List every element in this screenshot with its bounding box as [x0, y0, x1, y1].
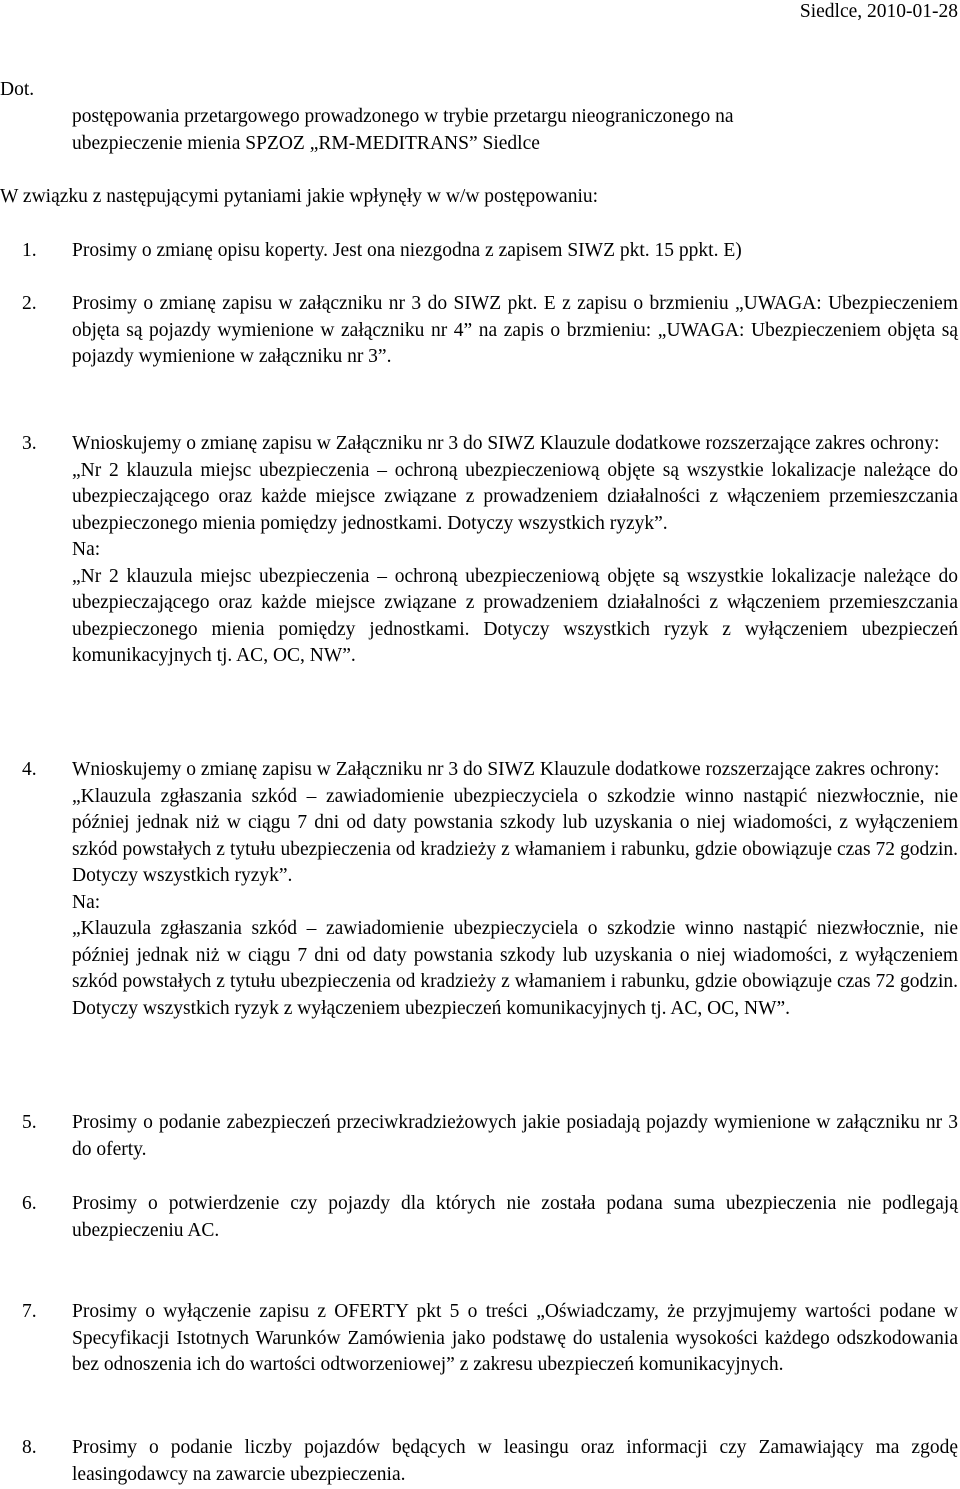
item-number: 5. — [22, 1112, 37, 1133]
item-paragraph: Wnioskujemy o zmianę zapisu w Załączniku nr 3 do SIWZ Klauzule dodatkowe rozszerzające zakres ochrony: — [72, 433, 940, 454]
item-paragraph: „Nr 2 klauzula miejsc ubezpieczenia – ochroną ubezpieczeniową objęte są wszystkie lokalizacje należące do ubezpieczającego oraz każde miejsce związane z prowadzeniem działalności z włączeniem przemieszczania ubezpieczonego mienia pomiędzy jednostkami. Dotyczy wszystkich ryzyk z wyłączeniem ubezpieczeń komunikacyjnych tj. AC, OC, NW”. — [72, 565, 958, 666]
item-paragraph: „Klauzula zgłaszania szkód – zawiadomienie ubezpieczyciela o szkodzie winno nastąpić niezwłocznie, nie później jednak niż w ciągu 7 dni od daty powstania szkody lub uzyskania o niej wiadomości, z wyłączeniem szkód powstałych z tytułu ubezpieczenia od kradzieży z włamaniem i rabunku, gdzie obowiązuje czas 72 godzin. Dotyczy wszystkich ryzyk z wyłączeniem ubezpieczeń komunikacyjnych tj. AC, OC, NW”. — [72, 918, 958, 1019]
question-item-8 — [0, 1435, 958, 1488]
item-paragraph: Prosimy o podanie zabezpieczeń przeciwkradzieżowych jakie posiadają pojazdy wymienione w załączniku nr 3 do oferty. — [72, 1112, 958, 1160]
item-paragraph: Prosimy o zmianę opisu koperty. Jest ona niezgodna z zapisem SIWZ pkt. 15 ppkt. E) — [72, 240, 742, 261]
question-item-1 — [0, 238, 958, 265]
item-paragraph: Wnioskujemy o zmianę zapisu w Załączniku nr 3 do SIWZ Klauzule dodatkowe rozszerzające zakres ochrony: — [72, 759, 940, 780]
question-item-3 — [0, 431, 958, 670]
item-number: 2. — [22, 293, 37, 314]
item-number: 8. — [22, 1437, 37, 1458]
question-item-2 — [0, 291, 958, 371]
item-paragraph: Prosimy o zmianę zapisu w załączniku nr 3 do SIWZ pkt. E z zapisu o brzmieniu „UWAGA: Ubezpieczeniem objęta są pojazdy wymienione w załączniku nr 4” na zapis o brzmieniu: „UWAGA: Ubezpieczeniem objęta są pojazdy wymienione w załączniku nr 3”. — [72, 293, 958, 367]
item-paragraph-na: Na: — [72, 539, 101, 560]
item-paragraph: „Klauzula zgłaszania szkód – zawiadomienie ubezpieczyciela o szkodzie winno nastąpić niezwłocznie, nie później jednak niż w ciągu 7 dni od daty powstania szkody lub uzyskania o niej wiadomości, z wyłączeniem szkód powstałych z tytułu ubezpieczenia od kradzieży z włamaniem i rabunku, gdzie obowiązuje czas 72 godzin. Dotyczy wszystkich ryzyk”. — [72, 785, 958, 886]
item-number: 4. — [22, 759, 37, 780]
item-paragraph: Prosimy o wyłączenie zapisu z OFERTY pkt 5 o treści „Oświadczamy, że przyjmujemy wartości podane w Specyfikacji Istotnych Warunków Zamówienia jako podstawę do ustalenia wysokości każdego odszkodowania bez odnoszenia ich do wartości odtworzeniowej” z zakresu ubezpieczeń komunikacyjnych. — [72, 1301, 958, 1375]
question-item-4 — [0, 757, 958, 1022]
item-number: 1. — [22, 240, 37, 261]
subject-label: Dot. — [0, 79, 35, 100]
subject-line-2: ubezpieczenie mienia SPZOZ „RM-MEDITRANS” Siedlce — [72, 133, 540, 154]
question-item-5 — [0, 1110, 958, 1163]
item-number: 7. — [22, 1301, 37, 1322]
question-item-6 — [0, 1191, 958, 1244]
intro-text: W związku z następującymi pytaniami jakie wpłynęły w w/w postępowaniu: — [0, 186, 599, 207]
item-number: 3. — [22, 433, 37, 454]
item-paragraph-na: Na: — [72, 891, 101, 913]
item-paragraph: Prosimy o podanie liczby pojazdów będących w leasingu oraz informacji czy Zamawiający ma zgodę leasingodawcy na zawarcie ubezpieczenia. — [72, 1437, 958, 1485]
subject-line-1: postępowania przetargowego prowadzonego w trybie przetargu nieograniczonego na — [72, 106, 734, 127]
document-date: Siedlce, 2010-01-28 — [799, 1, 958, 22]
item-paragraph: „Nr 2 klauzula miejsc ubezpieczenia – ochroną ubezpieczeniową objęte są wszystkie lokalizacje należące do ubezpieczającego oraz każde miejsce związane z prowadzeniem działalności z włączeniem przemieszczania ubezpieczonego mienia pomiędzy jednostkami. Dotyczy wszystkich ryzyk”. — [72, 459, 958, 534]
item-paragraph: Prosimy o potwierdzenie czy pojazdy dla których nie została podana suma ubezpieczenia nie podlegają ubezpieczeniu AC. — [72, 1193, 958, 1241]
item-number: 6. — [22, 1193, 37, 1214]
question-item-7 — [0, 1299, 958, 1379]
